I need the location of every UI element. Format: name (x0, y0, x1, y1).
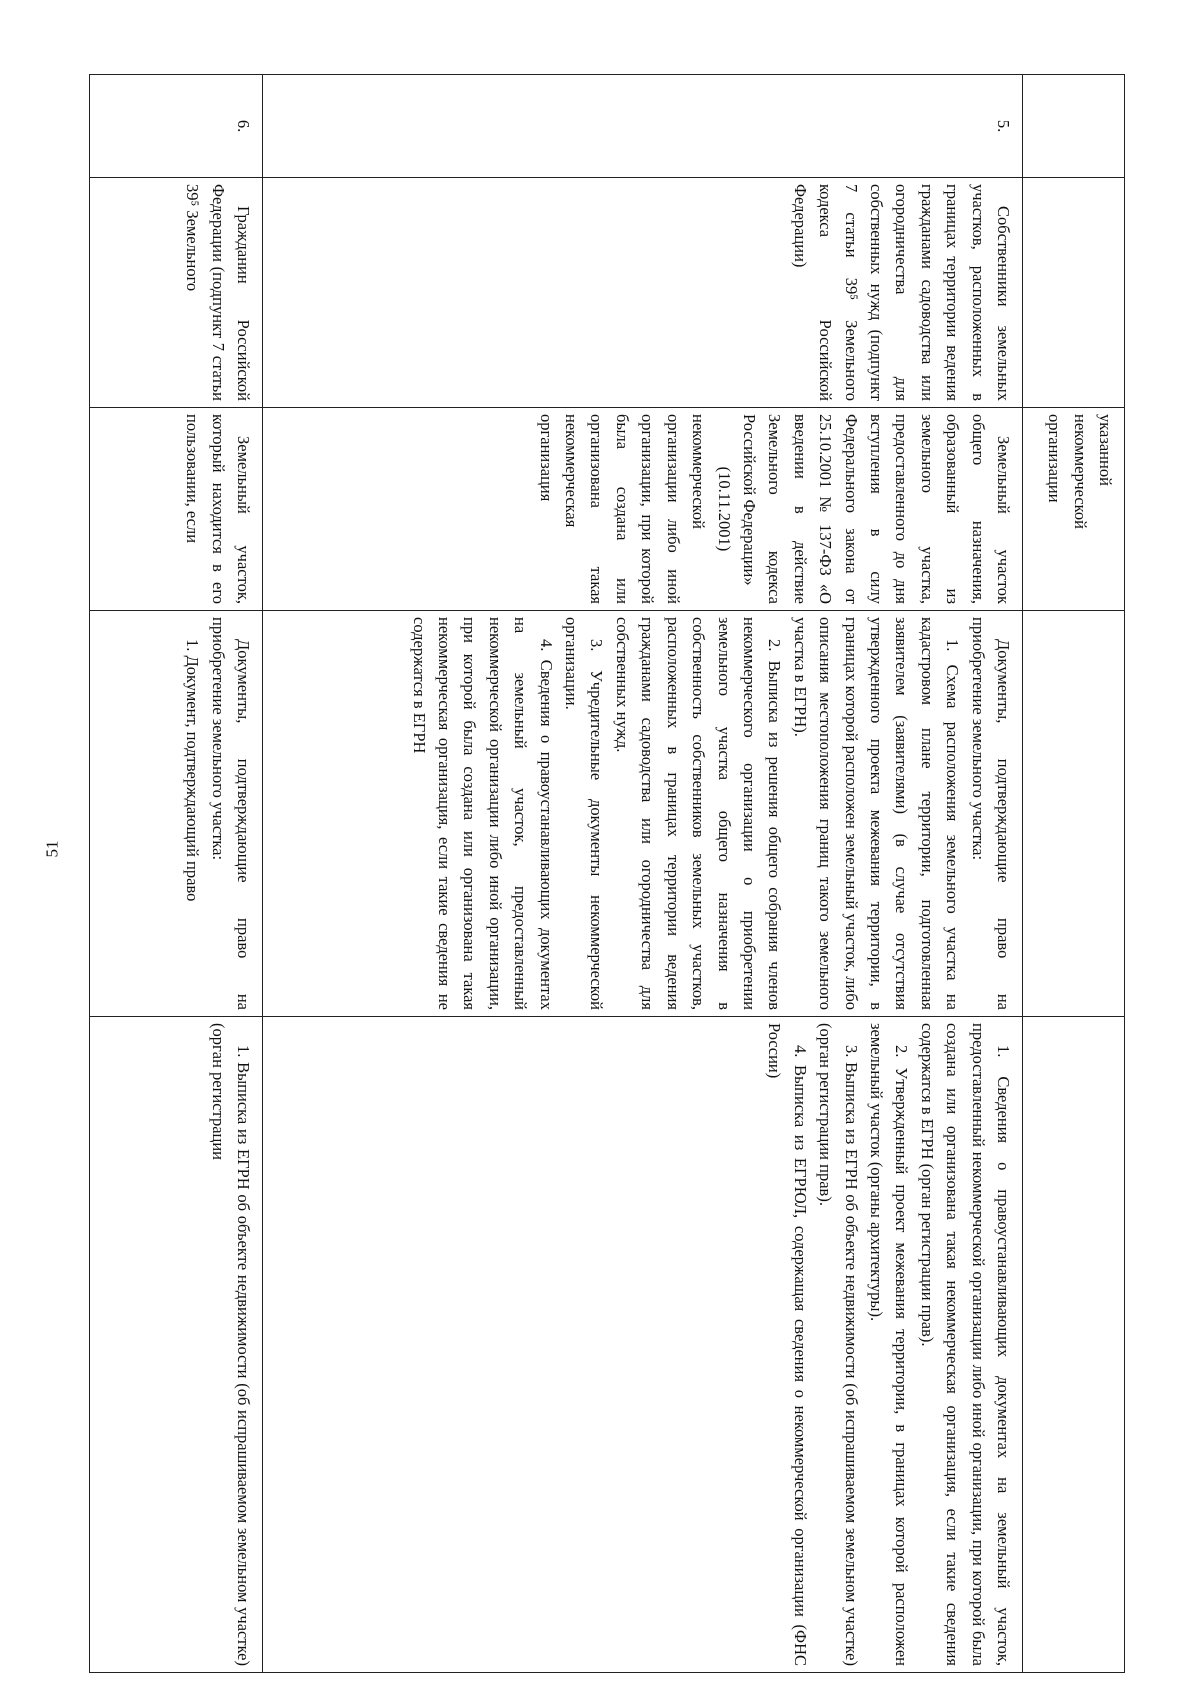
doc-item: 2. Выписка из решения общего собрания членов некоммерческого организации о приобретении земельного участка общего назначения в собственность собственников земельных участков, расположенных в границах территории ведения гражданами садоводства или огородничества для собственных нужд. (612, 617, 785, 1010)
applicant-text: Гражданин Российской Федерации (подпункт 7 статьи 39⁵ Земельного (183, 184, 253, 401)
plot-text: Земельный участок, который находится в его пользовании, если (183, 414, 253, 604)
cell-applicant (263, 178, 1023, 408)
services-table (89, 74, 1125, 1673)
cell-plot (263, 408, 1023, 611)
row-number: 6. (90, 75, 263, 178)
continuation-text: указанной некоммерческой организации (1045, 414, 1115, 529)
row-number: 5. (263, 75, 1023, 178)
doc-item: 1. Документ, подтверждающий право (183, 639, 203, 902)
doc-item: 1. Схема расположения земельного участка на кадастровом плане территории, подготовленная заявителем (заявителями) (в случае отсутствия утвержденного проекта межевания территории, в границах которой расположен земельный участок, либо описания местоположения границ такого земельного участка в ЕГРН). (790, 617, 963, 1010)
cell-documents (90, 611, 263, 1017)
request-item: 1. Сведения о правоустанавливающих документах на земельный участок, предоставленный некоммерческой организации либо иной организации, при которой была создана или организована такая некоммерческая организация, если такие сведения содержатся в ЕГРН (орган регистрации прав). (917, 1023, 1013, 1666)
page-number: 51 (42, 840, 62, 858)
table-row-5 (263, 75, 1023, 1673)
docs-intro: Документы, подтверждающие право на приобретение земельного участка: (208, 617, 253, 1010)
applicant-text: Собственники земельных участков, расположенных в границах территории ведения гражданами садоводства или огородничества для собственных нужд (подпункт 7 статьи 39⁵ Земельного кодекса Российской Федерации) (790, 184, 1013, 401)
cell-requests (90, 1017, 263, 1673)
request-item: 4. Выписка из ЕГРЮЛ, содержащая сведения о некоммерческой организации (ФНС России) (765, 1023, 810, 1666)
plot-text: Земельный участок общего назначения, образованный из земельного участка, предоставленного до дня вступления в силу Федерального закона от 25.10.2001 № 137-ФЗ «О введении в действие Земельного кодекса Российской Федерации» (739, 414, 1013, 604)
doc-item: 4. Сведения о правоустанавливающих документах на земельный участок, предоставленный некоммерческой организации либо иной организации, при которой была создана или организована такая некоммерческая организация, если такие сведения не содержатся в ЕГРН (409, 617, 556, 1010)
cell-applicant (1023, 178, 1125, 408)
cell-plot (90, 408, 263, 611)
request-item: 3. Выписка из ЕГРН об объекте недвижимости (об испрашиваемом земельном участке) (орган регистрации прав). (816, 1023, 861, 1666)
cell-requests (263, 1017, 1023, 1673)
plot-text-end: некоммерческой организации либо иной организации, при которой была создана или организована такая некоммерческая организация (536, 414, 709, 604)
cell-documents (263, 611, 1023, 1017)
table-row-continuation (1023, 75, 1125, 1673)
rotated-table-page (90, 74, 1125, 1672)
request-item: 1. Выписка из ЕГРН об объекте недвижимости (об испрашиваемом земельном участке) (орган регистрации (208, 1023, 253, 1666)
plot-date: (10.11.2001) (714, 466, 734, 552)
cell-requests (1023, 1017, 1125, 1673)
cell-plot (1023, 408, 1125, 611)
doc-item: 3. Учредительные документы некоммерческой организации. (562, 617, 607, 1010)
request-item: 2. Утвержденный проект межевания территории, в границах которой расположен земельный участок (органы архитектуры). (866, 1023, 912, 1666)
cell-number (1023, 75, 1125, 178)
table-row-6 (90, 75, 263, 1673)
docs-intro: Документы, подтверждающие право на приобретение земельного участка: (968, 617, 1013, 1010)
cell-documents (1023, 611, 1125, 1017)
cell-applicant (90, 178, 263, 408)
